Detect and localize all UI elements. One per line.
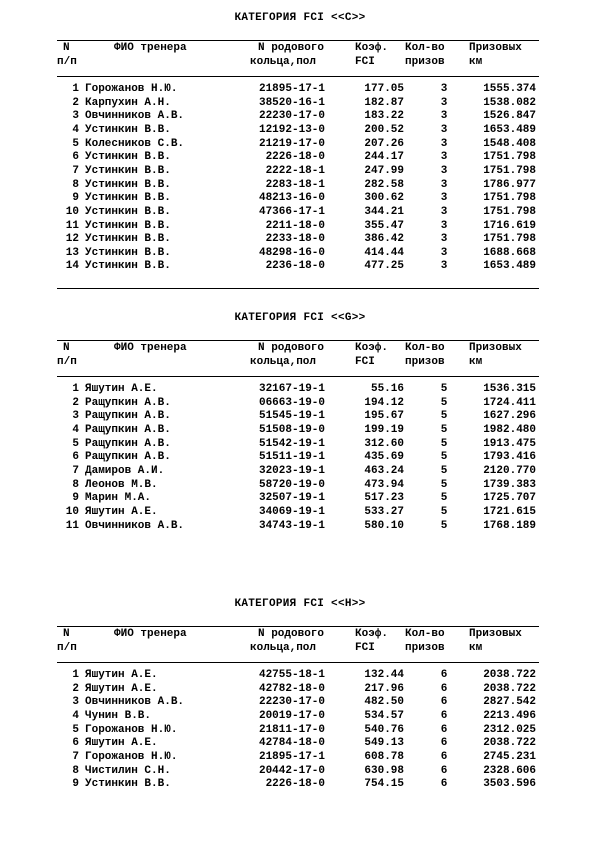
ring-number: 21219-17-0: [258, 137, 325, 150]
prize-count: 5: [440, 478, 448, 491]
prize-count: 5: [440, 505, 448, 518]
prize-km: 2213.496: [483, 709, 536, 722]
prize-count: 3: [440, 123, 448, 136]
prize-count: 3: [440, 178, 448, 191]
prize-km: 2827.542: [483, 696, 536, 709]
header-prizes-2: призов: [405, 356, 445, 368]
row-number: 9: [72, 492, 79, 505]
prize-count: 3: [440, 260, 448, 273]
prize-km: 2038.722: [483, 737, 536, 750]
ring-number: 51545-19-1: [258, 410, 325, 423]
ring-number: 22230-17-0: [258, 696, 325, 709]
row-number: 2: [72, 96, 79, 109]
header-coef: Коэф.: [355, 42, 389, 54]
header-ring: N родового: [258, 628, 325, 640]
fci-coefficient: 355.47: [364, 219, 404, 232]
prize-km: 1786.977: [483, 178, 536, 191]
prize-km: 1555.374: [483, 83, 536, 95]
trainer-name: Чунин В.В.: [85, 709, 152, 722]
header-km: Призовых: [469, 342, 522, 354]
header-num-2: п/п: [57, 56, 77, 68]
fci-coefficient: 540.76: [364, 723, 404, 736]
row-number: 2: [72, 682, 79, 695]
row-number: 6: [72, 451, 79, 464]
prize-count: 3: [440, 219, 448, 232]
row-number: 9: [72, 778, 79, 791]
prize-km: 2745.231: [483, 750, 536, 763]
header-coef: Коэф.: [355, 342, 389, 354]
row-number: 5: [72, 723, 79, 736]
trainer-name: Устинкин В.В.: [85, 192, 171, 205]
trainer-name: Чистилин С.Н.: [85, 764, 171, 777]
ring-number: 47366-17-1: [258, 205, 325, 218]
prize-count: 5: [440, 396, 448, 409]
header-trainer: ФИО тренера: [114, 42, 187, 54]
fci-coefficient: 194.12: [364, 396, 404, 409]
prize-count: 3: [440, 164, 448, 177]
row-number: 6: [72, 737, 79, 750]
trainer-name: Марин М.А.: [85, 492, 152, 505]
ring-number: 2211-18-0: [265, 219, 325, 232]
fci-coefficient: 312.60: [364, 437, 404, 450]
fci-coefficient: 580.10: [364, 519, 404, 532]
row-number: 4: [72, 423, 79, 436]
header-prizes: Кол-во: [405, 628, 445, 640]
prize-km: 2038.722: [483, 669, 536, 681]
trainer-name: Колесников С.В.: [85, 137, 185, 150]
prize-count: 5: [440, 519, 448, 532]
header-prizes: Кол-во: [405, 42, 445, 54]
fci-coefficient: 182.87: [364, 96, 404, 109]
header-km-2: км: [469, 56, 483, 68]
prize-count: 3: [440, 246, 448, 259]
trainer-name: Ращупкин А.В.: [85, 423, 171, 436]
prize-km: 1793.416: [483, 451, 536, 464]
prize-km: 1688.668: [483, 246, 536, 259]
fci-coefficient: 195.67: [364, 410, 404, 423]
prize-km: 1536.315: [483, 383, 536, 395]
prize-km: 1739.383: [483, 478, 536, 491]
prize-km: 2038.722: [483, 682, 536, 695]
fci-coefficient: 247.99: [364, 164, 404, 177]
trainer-name: Яшутин А.Е.: [85, 682, 158, 695]
header-prizes-2: призов: [405, 642, 445, 654]
prize-count: 6: [440, 682, 448, 695]
prize-count: 3: [440, 151, 448, 164]
ring-number: 20442-17-0: [258, 764, 325, 777]
ring-number: 32507-19-1: [258, 492, 325, 505]
prize-km: 3503.596: [483, 778, 536, 791]
prize-km: 1653.489: [483, 123, 536, 136]
fci-coefficient: 344.21: [364, 205, 404, 218]
prize-km: 1526.847: [483, 110, 536, 123]
fci-coefficient: 463.24: [364, 464, 404, 477]
prize-km: 1627.296: [483, 410, 536, 423]
ring-number: 48213-16-0: [258, 192, 325, 205]
prize-count: 3: [440, 192, 448, 205]
ring-number: 42782-18-0: [258, 682, 325, 695]
trainer-name: Ращупкин А.В.: [85, 410, 171, 423]
prize-count: 6: [440, 764, 448, 777]
trainer-name: Ращупкин А.В.: [85, 451, 171, 464]
prize-km: 1538.082: [483, 96, 536, 109]
trainer-name: Устинкин В.В.: [85, 246, 171, 259]
category-title: КАТЕГОРИЯ FCI <<G>>: [234, 312, 366, 324]
ring-number: 06663-19-0: [258, 396, 325, 409]
ring-number: 2222-18-1: [265, 164, 325, 177]
trainer-name: Устинкин В.В.: [85, 164, 171, 177]
prize-km: 2312.025: [483, 723, 536, 736]
prize-km: 1725.707: [483, 492, 536, 505]
header-trainer: ФИО тренера: [114, 342, 187, 354]
fci-coefficient: 630.98: [364, 764, 404, 777]
prize-count: 6: [440, 709, 448, 722]
ring-number: 12192-13-0: [258, 123, 325, 136]
header-coef-2: FCI: [355, 56, 375, 68]
ring-number: 51542-19-1: [258, 437, 325, 450]
header-prizes-2: призов: [405, 56, 445, 68]
ring-number: 2233-18-0: [265, 233, 325, 246]
row-number: 12: [65, 233, 79, 246]
ring-number: 42755-18-1: [258, 669, 325, 681]
category-title: КАТЕГОРИЯ FCI <<C>>: [234, 12, 366, 24]
prize-count: 6: [440, 750, 448, 763]
prize-count: 3: [440, 137, 448, 150]
prize-count: 6: [440, 723, 448, 736]
trainer-name: Устинкин В.В.: [85, 233, 171, 246]
trainer-name: Ращупкин А.В.: [85, 437, 171, 450]
trainer-name: Устинкин В.В.: [85, 260, 171, 273]
row-number: 8: [72, 178, 79, 191]
row-number: 1: [72, 383, 79, 395]
ring-number: 58720-19-0: [258, 478, 325, 491]
prize-count: 5: [440, 437, 448, 450]
prize-km: 1548.408: [483, 137, 536, 150]
row-number: 3: [72, 410, 79, 423]
fci-coefficient: 55.16: [370, 383, 404, 395]
ring-number: 48298-16-0: [258, 246, 325, 259]
ring-number: 21895-17-1: [258, 83, 325, 95]
fci-coefficient: 282.58: [364, 178, 404, 191]
fci-coefficient: 477.25: [364, 260, 404, 273]
prize-km: 1982.480: [483, 423, 536, 436]
row-number: 3: [72, 110, 79, 123]
header-km-2: км: [469, 356, 483, 368]
category-title: КАТЕГОРИЯ FCI <<H>>: [234, 598, 366, 610]
fci-coefficient: 534.57: [364, 709, 404, 722]
ring-number: 51511-19-1: [258, 451, 325, 464]
prize-km: 1768.189: [483, 519, 536, 532]
trainer-name: Устинкин В.В.: [85, 178, 171, 191]
ring-number: 32167-19-1: [258, 383, 325, 395]
header-km-2: км: [469, 642, 483, 654]
ring-number: 34069-19-1: [258, 505, 325, 518]
ring-number: 20019-17-0: [258, 709, 325, 722]
fci-coefficient: 533.27: [364, 505, 404, 518]
ring-number: 21895-17-1: [258, 750, 325, 763]
fci-coefficient: 754.15: [364, 778, 404, 791]
fci-coefficient: 200.52: [364, 123, 404, 136]
header-km: Призовых: [469, 628, 522, 640]
trainer-name: Овчинников А.В.: [85, 110, 185, 123]
header-ring-2: кольца,пол: [250, 56, 317, 68]
row-number: 11: [65, 219, 79, 232]
trainer-name: Устинкин В.В.: [85, 123, 171, 136]
header-prizes: Кол-во: [405, 342, 445, 354]
trainer-name: Устинкин В.В.: [85, 778, 171, 791]
fci-coefficient: 199.19: [364, 423, 404, 436]
ring-number: 38520-16-1: [258, 96, 325, 109]
prize-km: 1653.489: [483, 260, 536, 273]
trainer-name: Дамиров А.И.: [85, 464, 165, 477]
prize-km: 1751.798: [483, 151, 536, 164]
prize-count: 5: [440, 464, 448, 477]
trainer-name: Яшутин А.Е.: [85, 737, 158, 750]
trainer-name: Горожанов Н.Ю.: [85, 83, 178, 95]
row-number: 14: [65, 260, 79, 273]
trainer-name: Овчинников А.В.: [85, 519, 185, 532]
fci-coefficient: 177.05: [364, 83, 404, 95]
prize-km: 1751.798: [483, 164, 536, 177]
row-number: 8: [72, 478, 79, 491]
fci-coefficient: 482.50: [364, 696, 404, 709]
row-number: 7: [72, 464, 79, 477]
trainer-name: Ращупкин А.В.: [85, 396, 171, 409]
trainer-name: Карпухин А.Н.: [85, 96, 171, 109]
fci-coefficient: 386.42: [364, 233, 404, 246]
prize-km: 1716.619: [483, 219, 536, 232]
ring-number: 2236-18-0: [265, 260, 325, 273]
prize-count: 5: [440, 383, 448, 395]
header-ring-2: кольца,пол: [250, 642, 317, 654]
header-ring-2: кольца,пол: [250, 356, 317, 368]
fci-coefficient: 608.78: [364, 750, 404, 763]
trainer-name: Устинкин В.В.: [85, 219, 171, 232]
row-number: 5: [72, 137, 79, 150]
prize-count: 3: [440, 96, 448, 109]
fci-coefficient: 549.13: [364, 737, 404, 750]
ring-number: 51508-19-0: [258, 423, 325, 436]
prize-count: 6: [440, 778, 448, 791]
fci-coefficient: 183.22: [364, 110, 404, 123]
prize-count: 5: [440, 423, 448, 436]
row-number: 9: [72, 192, 79, 205]
header-num-2: п/п: [57, 642, 77, 654]
header-num: N: [63, 42, 70, 54]
ring-number: 42784-18-0: [258, 737, 325, 750]
prize-km: 1913.475: [483, 437, 536, 450]
row-number: 11: [65, 519, 79, 532]
row-number: 3: [72, 696, 79, 709]
category-section: [0, 312, 600, 582]
fci-coefficient: 473.94: [364, 478, 404, 491]
fci-coefficient: 244.17: [364, 151, 404, 164]
ring-number: 2283-18-1: [265, 178, 325, 191]
fci-coefficient: 435.69: [364, 451, 404, 464]
prize-count: 5: [440, 451, 448, 464]
trainer-name: Горожанов Н.Ю.: [85, 750, 178, 763]
header-ring: N родового: [258, 42, 325, 54]
table-top-rule: [57, 340, 539, 341]
row-number: 7: [72, 164, 79, 177]
ring-number: 34743-19-1: [258, 519, 325, 532]
prize-count: 6: [440, 669, 448, 681]
fci-coefficient: 132.44: [364, 669, 404, 681]
trainer-name: Горожанов Н.Ю.: [85, 723, 178, 736]
trainer-name: Овчинников А.В.: [85, 696, 185, 709]
prize-count: 6: [440, 696, 448, 709]
trainer-name: Яшутин А.Е.: [85, 505, 158, 518]
ring-number: 22230-17-0: [258, 110, 325, 123]
trainer-name: Устинкин В.В.: [85, 151, 171, 164]
header-trainer: ФИО тренера: [114, 628, 187, 640]
prize-km: 1721.615: [483, 505, 536, 518]
prize-km: 1751.798: [483, 233, 536, 246]
table-top-rule: [57, 626, 539, 627]
prize-km: 2328.606: [483, 764, 536, 777]
row-number: 2: [72, 396, 79, 409]
header-num-2: п/п: [57, 356, 77, 368]
header-coef-2: FCI: [355, 642, 375, 654]
fci-coefficient: 300.62: [364, 192, 404, 205]
table-header-rule: [57, 376, 539, 377]
table-header-rule: [57, 76, 539, 77]
prize-km: 2120.770: [483, 464, 536, 477]
row-number: 10: [65, 205, 79, 218]
trainer-name: Устинкин В.В.: [85, 205, 171, 218]
prize-count: 5: [440, 492, 448, 505]
row-number: 6: [72, 151, 79, 164]
table-header-rule: [57, 662, 539, 663]
row-number: 4: [72, 709, 79, 722]
row-number: 4: [72, 123, 79, 136]
prize-km: 1724.411: [483, 396, 536, 409]
header-num: N: [63, 342, 70, 354]
trainer-name: Яшутин А.Е.: [85, 669, 158, 681]
row-number: 8: [72, 764, 79, 777]
row-number: 7: [72, 750, 79, 763]
header-km: Призовых: [469, 42, 522, 54]
prize-count: 3: [440, 83, 448, 95]
ring-number: 2226-18-0: [265, 151, 325, 164]
ring-number: 2226-18-0: [265, 778, 325, 791]
trainer-name: Яшутин А.Е.: [85, 383, 158, 395]
header-ring: N родового: [258, 342, 325, 354]
trainer-name: Леонов М.В.: [85, 478, 158, 491]
fci-coefficient: 517.23: [364, 492, 404, 505]
header-coef: Коэф.: [355, 628, 389, 640]
prize-count: 3: [440, 110, 448, 123]
row-number: 5: [72, 437, 79, 450]
prize-km: 1751.798: [483, 192, 536, 205]
header-coef-2: FCI: [355, 356, 375, 368]
header-num: N: [63, 628, 70, 640]
fci-coefficient: 217.96: [364, 682, 404, 695]
row-number: 10: [65, 505, 79, 518]
category-section: [0, 598, 600, 868]
ring-number: 32023-19-1: [258, 464, 325, 477]
fci-coefficient: 414.44: [364, 246, 404, 259]
prize-count: 6: [440, 737, 448, 750]
prize-count: 3: [440, 233, 448, 246]
table-top-rule: [57, 40, 539, 41]
prize-count: 5: [440, 410, 448, 423]
fci-coefficient: 207.26: [364, 137, 404, 150]
category-section: [0, 12, 600, 282]
ring-number: 21811-17-0: [258, 723, 325, 736]
table-bottom-rule: [57, 288, 539, 289]
row-number: 1: [72, 83, 79, 95]
prize-km: 1751.798: [483, 205, 536, 218]
row-number: 13: [65, 246, 79, 259]
prize-count: 3: [440, 205, 448, 218]
row-number: 1: [72, 669, 79, 681]
